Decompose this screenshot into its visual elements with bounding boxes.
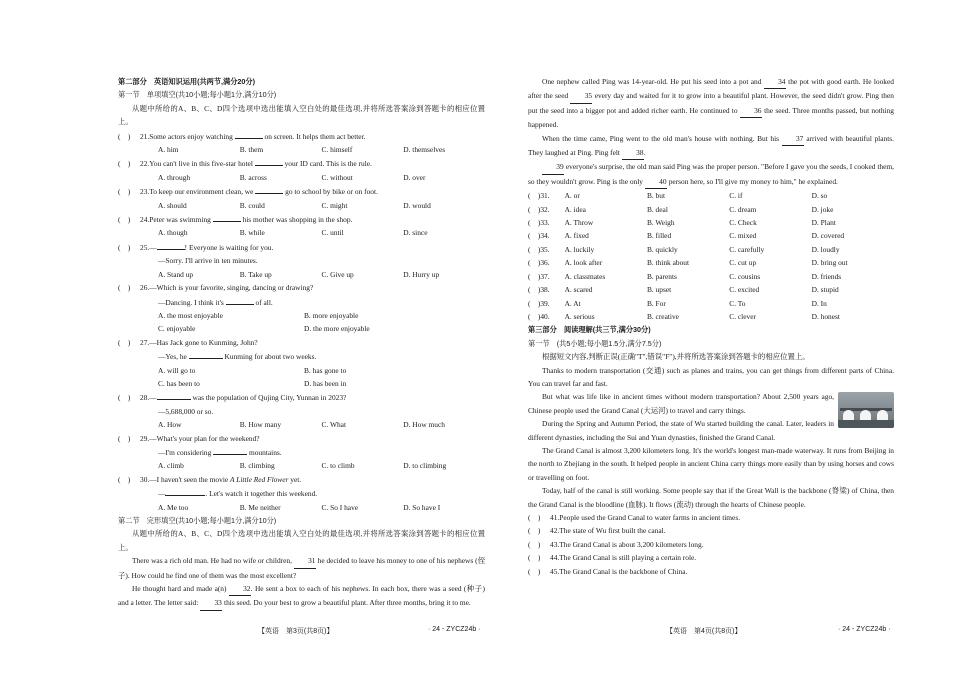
reading-sec1-title: 第一节 (共5小题;每小题1.5分,满分7.5分) (528, 338, 662, 348)
tf-question-41: ( ) 41.People used the Grand Canal to water farms in ancient times. (528, 513, 741, 522)
question-23: ( ) 23.To keep our environment clean, we go to school by bike or on foot. (118, 184, 485, 198)
question-28: ( ) 28.— was the population of Qujing City, Yunnan in 2023? (118, 390, 485, 404)
question-25-line2: —Sorry. I'll arrive in ten minutes. (158, 256, 258, 266)
options-24: A. though B. while C. until D. since (158, 228, 428, 238)
reading-paragraph-2: But what was life like in ancient times without modern transportation? About 2,500 years ago, Chinese people used the Grand Canal (大运河) to travel and carry things. (528, 390, 894, 417)
answer-blank (213, 212, 241, 222)
options-23: A. should B. could C. might D. would (158, 200, 431, 210)
options-27-row1: A. will go to B. has gone to (158, 365, 347, 375)
options-26-row1: A. the most enjoyable B. more enjoyable (158, 310, 359, 320)
reading-paragraph-5: Today, half of the canal is still working. Some people say that if the Great Wall is the backbone (脊梁) of China, then the Grand Canal is the bloodline (血脉). It flows (流动) through the hearts of Chinese people. (528, 486, 894, 509)
answer-blank (235, 129, 263, 139)
tf-question-45: ( ) 45.The Grand Canal is the backbone of China. (528, 566, 688, 576)
sec1-instructions: 从题中所给的A、B、C、D四个选项中选出能填入空白处的最佳选项,并将所选答案涂到答题卡的相应位置上。 (118, 103, 485, 127)
question-30: ( ) 30.—I haven't seen the movie A Little Red Flower yet. (118, 474, 302, 484)
cloze-paragraph-4: When the time came, Ping went to the old man's house with nothing. But his 37 arrived with beautiful plants. They laughed at Ping. Ping felt 38. (528, 132, 894, 161)
cloze-option-row: ( )38. A. scared B. upset C. excited D. stupid (528, 285, 839, 295)
options-21: A. him B. them C. himself D. themselves (158, 145, 446, 155)
answer-blank (255, 184, 283, 194)
cloze-option-row: ( )37. A. classmates B. parents C. cousins D. friends (528, 271, 842, 281)
tf-question-43: ( ) 43.The Grand Canal is about 3,200 kilometers long. (528, 539, 704, 549)
answer-blank (255, 156, 283, 166)
question-28-line2: —5,688,000 or so. (158, 406, 214, 416)
answer-blank (165, 486, 205, 496)
options-27-row2: C. has been to D. has been in (158, 378, 347, 388)
page-code: · 24 - ZYCZ24b · (428, 626, 481, 633)
question-21: ( ) 21.Some actors enjoy watching on screen. It helps them act better. (118, 129, 485, 143)
page-3 (0, 0, 485, 688)
question-27-line2: —Yes, he Kunming for about two weeks. (118, 349, 485, 363)
answer-blank (157, 390, 191, 400)
cloze-option-row: ( )35. A. luckily B. quickly C. carefully D. loudly (528, 244, 840, 254)
question-29: ( ) 29.—What's your plan for the weekend? (118, 433, 260, 443)
right-column (528, 75, 894, 578)
answer-blank (213, 445, 247, 455)
question-26: ( ) 26.—Which is your favorite, singing, dancing or drawing? (118, 283, 314, 293)
answer-blank (189, 349, 223, 359)
sec2-title: 第二节 完形填空(共10小题;每小题1分,满分10分) (118, 516, 277, 525)
left-column (118, 75, 485, 611)
sec1-title: 第一节 单项填空(共10小题;每小题1分,满分10分) (118, 90, 277, 100)
options-22: A. through B. across C. without D. over (158, 172, 426, 182)
options-28: A. How B. How many C. What D. How much (158, 420, 445, 430)
page-4 (486, 0, 971, 688)
tf-question-44: ( ) 44.The Grand Canal is still playing a certain role. (528, 553, 697, 563)
question-22: ( ) 22.You can't live in this five-star hotel your ID card. This is the rule. (118, 156, 485, 170)
page-code: · 24 - ZYCZ24b · (838, 626, 891, 633)
cloze-options (528, 189, 894, 323)
question-29-line2: —I'm considering mountains. (118, 445, 485, 459)
cloze-option-row: ( )36. A. look after B. think about C. cut up D. bring out (528, 258, 848, 268)
sec2-instructions: 从题中所给的A、B、C、D四个选项中选出能填入空白处的最佳选项,并将所选答案涂到答题卡的相应位置上。 (118, 529, 485, 552)
options-25: A. Stand up B. Take up C. Give up D. Hurry up (158, 269, 440, 279)
page-footer: 【英语 第3页(共8页)】 (258, 628, 334, 635)
cloze-option-row: ( )32. A. idea B. deal C. dream D. joke (528, 204, 834, 214)
page-footer: 【英语 第4页(共8页)】 (666, 628, 742, 635)
cloze-option-row: ( )40. A. serious B. creative C. clever D. honest (528, 311, 840, 321)
part3-title: 第三部分 阅读理解(共三节,满分30分) (528, 325, 651, 335)
cloze-option-row: ( )33. A. Throw B. Weigh C. Check D. Plant (528, 218, 836, 228)
reading-paragraph-3: During the Spring and Autumn Period, the state of Wu started building the canal. Later, leaders in different dynasties, including the Sui and Yuan dynasties, finished the Grand Canal. (528, 419, 834, 442)
answer-blank (226, 295, 254, 305)
part2-title: 第二部分 英语知识运用(共两节,满分20分) (118, 77, 255, 86)
cloze-paragraph-2: He thought hard and made a(n) 32. He sent a box to each of his nephews. In each box, there was a seed (种子) and a letter. The letter said: 33 this seed. Do your best to grow a beautiful plant. After three months, bring it to me. (118, 582, 485, 611)
cloze-option-row: ( )39. A. At B. For C. To D. In (528, 298, 827, 308)
options-30: A. Me too B. Me neither C. So I have D. So have I (158, 502, 441, 512)
options-29: A. climb B. climbing C. to climb D. to climbing (158, 461, 447, 471)
question-25: ( ) 25.— ! Everyone is waiting for you. (118, 240, 485, 254)
cloze-paragraph-5: 39 everyone's surprise, the old man said Ping was the proper person. "Before I gave you the seeds, I cooked them, so they wouldn't grow. Ping is the only 40 person here, so I'll give my money to him," he explained. (528, 160, 894, 189)
question-30-line2: — . Let's watch it together this weekend. (118, 486, 485, 500)
cloze-paragraph-3: One nephew called Ping was 14-year-old. He put his seed into a pot and 34 the pot with good earth. He looked after the seed 35 every day and waited for it to grow into a beautiful plant. However, the seed didn't grow. Ping then put the seed into a bigger pot and added richer earth. He continued to 36 the seed. Three months passed, but nothing happened. (528, 77, 894, 130)
question-27: ( ) 27.—Has Jack gone to Kunming, John? (118, 337, 258, 347)
question-24: ( ) 24.Peter was swimming his mother was shopping in the shop. (118, 212, 485, 226)
cloze-paragraph-1: There was a rich old man. He had no wife or children, 31 he decided to leave his money to one of his nephews (侄子). How could he find one of them was the most excellent? (118, 556, 485, 580)
cloze-option-row: ( )34. A. fixed B. filled C. mixed D. covered (528, 231, 845, 241)
reading-paragraph-4: The Grand Canal is almost 3,200 kilometers long. It's the world's longest man-made waterway. It runs from Beijing in the north to Zhejiang in the south. It helped people in ancient China carry things more easily than by using horses and cows or travelling on foot. (528, 445, 894, 482)
answer-blank (157, 240, 185, 250)
question-26-line2: —Dancing. I think it's of all. (118, 295, 485, 309)
reading-sec1-instructions: 根据短文内容,判断正误(正确"T",错误"F"),并将所选答案涂到答题卡的相应位置上。 (542, 352, 810, 362)
options-26-row2: C. enjoyable D. the more enjoyable (158, 324, 370, 334)
reading-paragraph-1: Thanks to modern transportation (交通) such as planes and trains, you can get things from different parts of China. You can travel far and fast. (528, 365, 894, 388)
cloze-option-row: ( )31. A. or B. but C. if D. so (528, 191, 828, 201)
grand-canal-bridge-photo (838, 392, 894, 428)
tf-question-42: ( ) 42.The state of Wu first built the canal. (528, 526, 666, 536)
